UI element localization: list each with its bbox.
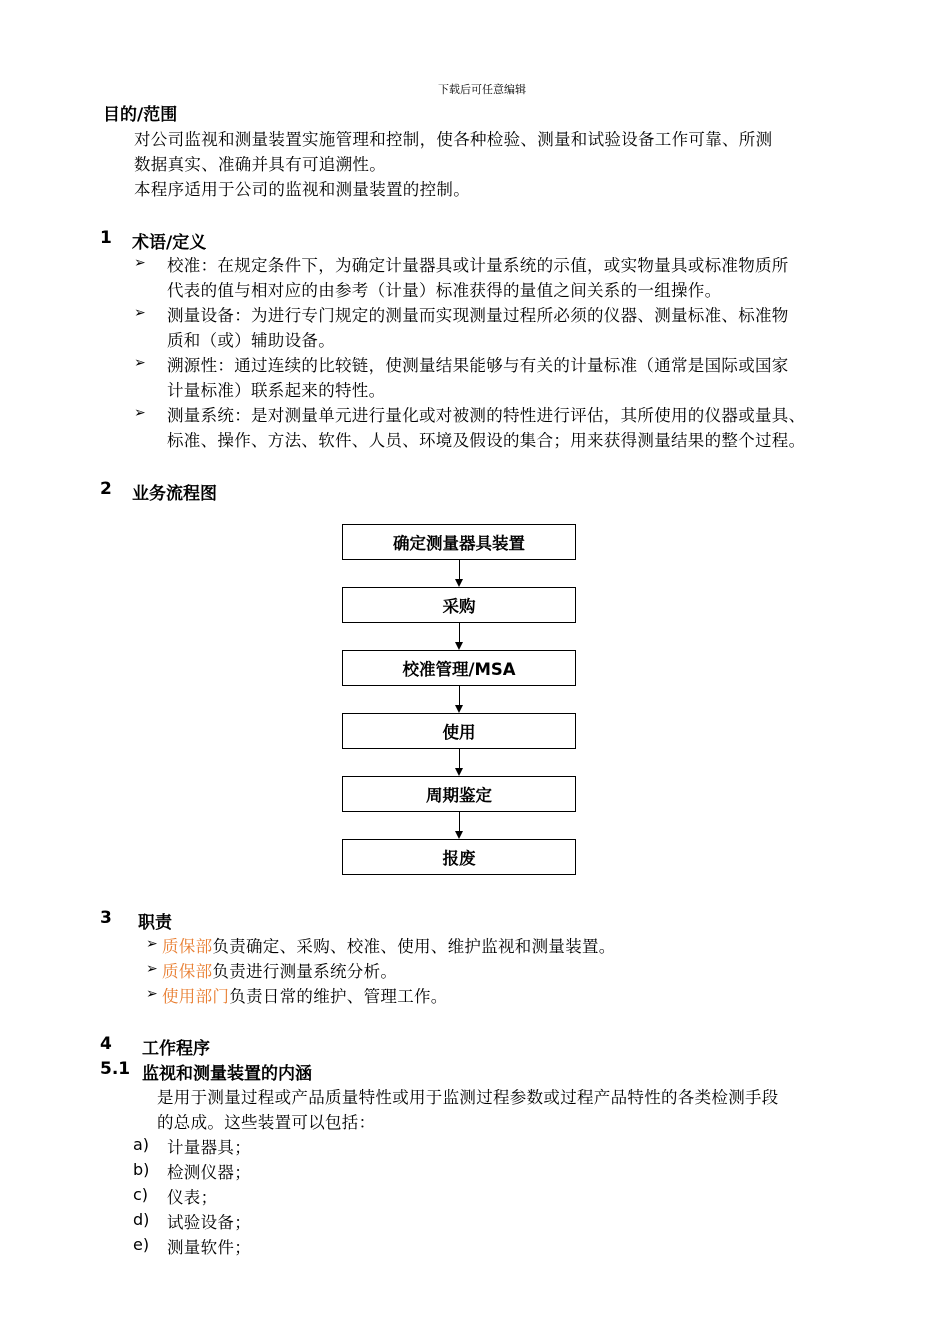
list-item: 仪表； — [167, 1188, 218, 1207]
sec3-title: 职责 — [138, 913, 172, 933]
sec2-title: 业务流程图 — [132, 484, 217, 504]
sec51-title: 监视和测量装置的内涵 — [142, 1064, 312, 1084]
term-msa-line-1: 测量系统：是对测量单元进行量化或对被测的特性进行评估，其所使用的仪器或量具、 — [167, 406, 806, 425]
sec2-number: 2 — [100, 479, 112, 499]
dept-name: 质保部 — [162, 937, 213, 956]
flow-step-calibration: 校准管理/MSA — [342, 650, 576, 686]
term-equipment-line-1: 测量设备：为进行专门规定的测量而实现测量过程所必须的仪器、测量标准、标准物 — [167, 306, 789, 325]
bullet-arrow-icon: ➢ — [134, 405, 146, 421]
sec4-number: 4 — [100, 1034, 112, 1054]
term-equipment-line-2: 质和（或）辅助设备。 — [167, 331, 335, 350]
dept-name: 质保部 — [162, 962, 213, 981]
bullet-arrow-icon: ➢ — [146, 961, 158, 977]
flow-step-identify: 确定测量器具装置 — [342, 524, 576, 560]
term-msa-line-2: 标准、操作、方法、软件、人员、环境及假设的集合；用来获得测量结果的整个过程。 — [167, 431, 806, 450]
responsibility-2 — [162, 958, 397, 982]
arrow-down-icon — [455, 705, 463, 713]
arrow-down-icon — [455, 642, 463, 650]
purpose-title: 目的/范围 — [103, 105, 178, 125]
term-calibration-line-1: 校准：在规定条件下，为确定计量器具或计量系统的示值，或实物量具或标准物质所 — [167, 256, 789, 275]
term-traceability-line-1: 溯源性：通过连续的比较链，使测量结果能够与有关的计量标准（通常是国际或国家 — [167, 356, 789, 375]
responsibility-text: 负责进行测量系统分析。 — [212, 962, 398, 981]
sec1-title: 术语/定义 — [132, 233, 207, 253]
sec51-line-2: 的总成。这些装置可以包括： — [157, 1113, 376, 1132]
arrow-down-icon — [455, 579, 463, 587]
dept-name: 使用部门 — [162, 987, 230, 1006]
sec51-line-1: 是用于测量过程或产品质量特性或用于监测过程参数或过程产品特性的各类检测手段 — [157, 1088, 779, 1107]
bullet-arrow-icon: ➢ — [134, 355, 146, 371]
list-label: c) — [133, 1185, 149, 1204]
flow-connector — [459, 686, 460, 706]
list-label: d) — [133, 1210, 150, 1229]
sec3-number: 3 — [100, 908, 112, 928]
list-item: 检测仪器； — [167, 1163, 251, 1182]
term-calibration-line-2: 代表的值与相对应的由参考（计量）标准获得的量值之间关系的一组操作。 — [167, 281, 722, 300]
sec1-number: 1 — [100, 228, 112, 248]
list-item: 试验设备； — [167, 1213, 251, 1232]
list-item: 计量器具； — [167, 1138, 251, 1157]
flow-step-purchase: 采购 — [342, 587, 576, 623]
list-item: 测量软件； — [167, 1238, 251, 1257]
bullet-arrow-icon: ➢ — [134, 305, 146, 321]
header-note: 下载后可任意编辑 — [438, 83, 526, 96]
responsibility-3 — [162, 983, 448, 1007]
bullet-arrow-icon: ➢ — [146, 936, 158, 952]
list-label: a) — [133, 1135, 150, 1154]
sec51-number: 5.1 — [100, 1059, 131, 1079]
flow-connector — [459, 623, 460, 643]
sec4-title: 工作程序 — [142, 1039, 210, 1059]
arrow-down-icon — [455, 768, 463, 776]
flow-step-scrap: 报废 — [342, 839, 576, 875]
purpose-line-3: 本程序适用于公司的监视和测量装置的控制。 — [134, 180, 470, 199]
flow-connector — [459, 749, 460, 769]
purpose-line-1: 对公司监视和测量装置实施管理和控制，使各种检验、测量和试验设备工作可靠、所测 — [134, 130, 773, 149]
term-traceability-line-2: 计量标准）联系起来的特性。 — [167, 381, 386, 400]
flow-connector — [459, 560, 460, 580]
bullet-arrow-icon: ➢ — [134, 255, 146, 271]
responsibility-text: 负责确定、采购、校准、使用、维护监视和测量装置。 — [212, 937, 616, 956]
list-label: b) — [133, 1160, 150, 1179]
responsibility-1 — [162, 933, 616, 957]
purpose-line-2: 数据真实、准确并具有可追溯性。 — [134, 155, 386, 174]
flow-step-use: 使用 — [342, 713, 576, 749]
bullet-arrow-icon: ➢ — [146, 986, 158, 1002]
flow-step-periodic-verification: 周期鉴定 — [342, 776, 576, 812]
list-label: e) — [133, 1235, 150, 1254]
responsibility-text: 负责日常的维护、管理工作。 — [229, 987, 448, 1006]
flow-connector — [459, 812, 460, 832]
arrow-down-icon — [455, 831, 463, 839]
